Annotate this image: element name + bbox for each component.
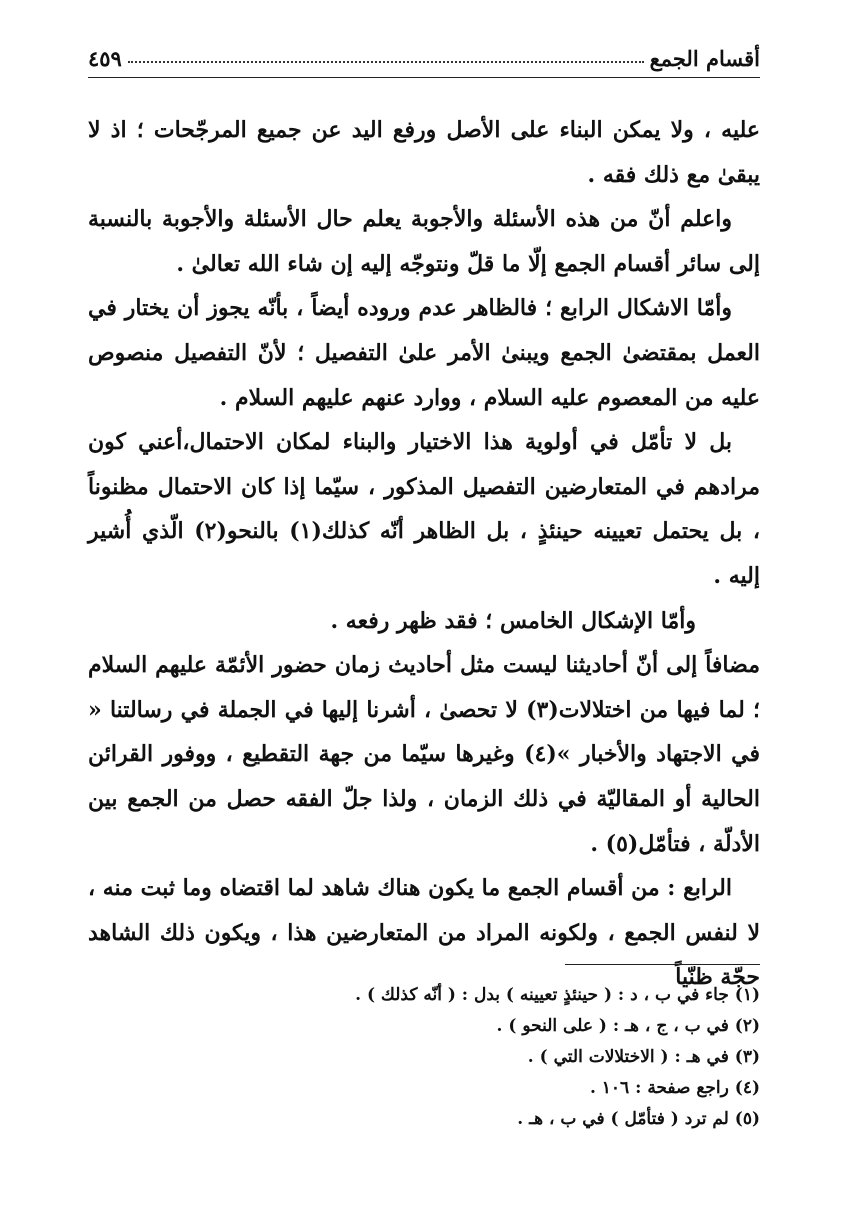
main-text [88,108,760,1000]
footnote-separator [565,964,760,965]
paragraph: الرابع : من أقسام الجمع ما يكون هناك شاهد لما اقتضاه وما ثبت منه ، لا لنفس الجمع ، ولكونه المراد من المتعارضين هذا ، ويكون ذلك الشاهد حجّة ظنّياً [88,875,760,991]
footnote: (١) جاء في ب ، د : ( حينئذٍ تعيينه ) بدل : ( أنّه كذلك ) . [355,985,760,1005]
paragraph: مضافاً إلى أنّ أحاديثنا ليست مثل أحاديث زمان حضور الأئمّة عليهم السلام ؛ لما فيها من اختلالات(٣) لا تحصىٰ ، أشرنا إليها في الجملة في رسالتنا « في الاجتهاد والأخبار »(٤) وغيرها سيّما من جهة التقطيع ، ووفور القرائن الحالية أو المقاليّة في ذلك الزمان ، ولذا جلّ الفقه حصل من الجمع بين الأدلّة ، فتأمّل(٥) . [88,652,760,857]
header-dotted-leader [128,61,644,63]
footnotes [300,980,760,1135]
paragraph: وأمّا الإشكال الخامس ؛ فقد ظهر رفعه . [330,607,696,634]
paragraph: بل لا تأمّل في أولوية هذا الاختيار والبناء لمكان الاحتمال،أعني كون مرادهم في المتعارضين التفصيل المذكور ، سيّما إذا كان الاحتمال مظنوناً ، بل يحتمل تعيينه حينئذٍ ، بل الظاهر أنّه كذلك(١) بالنحو(٢) الّذي أُشير إليه . [88,429,760,589]
paragraph: عليه ، ولا يمكن البناء على الأصل ورفع اليد عن جميع المرجّحات ؛ اذ لا يبقىٰ مع ذلك فقه . [88,117,760,188]
footnote: (٤) راجع صفحة : ١٠٦ . [589,1078,760,1098]
paragraph: وأمّا الاشكال الرابع ؛ فالظاهر عدم وروده أيضاً ، بأنّه يجوز أن يختار في العمل بمقتضىٰ الجمع ويبنىٰ الأمر علىٰ التفصيل ؛ لأنّ التفصيل منصوص عليه من المعصوم عليه السلام ، ووارد عنهم عليهم السلام . [88,295,760,411]
page-number: ٤٥٩ [88,46,122,71]
footnote: (٢) في ب ، ج ، هـ : ( على النحو ) . [496,1016,760,1036]
chapter-title: أقسام الجمع [649,46,760,71]
running-header [88,38,760,78]
footnote: (٣) في هـ : ( الاختلالات التي ) . [527,1047,760,1067]
footnote: (٥) لم ترد ( فتأمّل ) في ب ، هـ . [517,1109,760,1129]
paragraph: واعلم أنّ من هذه الأسئلة والأجوبة يعلم حال الأسئلة والأجوبة بالنسبة إلى سائر أقسام الجمع إلّا ما قلّ ونتوجّه إليه إن شاء الله تعالىٰ . [88,206,760,277]
